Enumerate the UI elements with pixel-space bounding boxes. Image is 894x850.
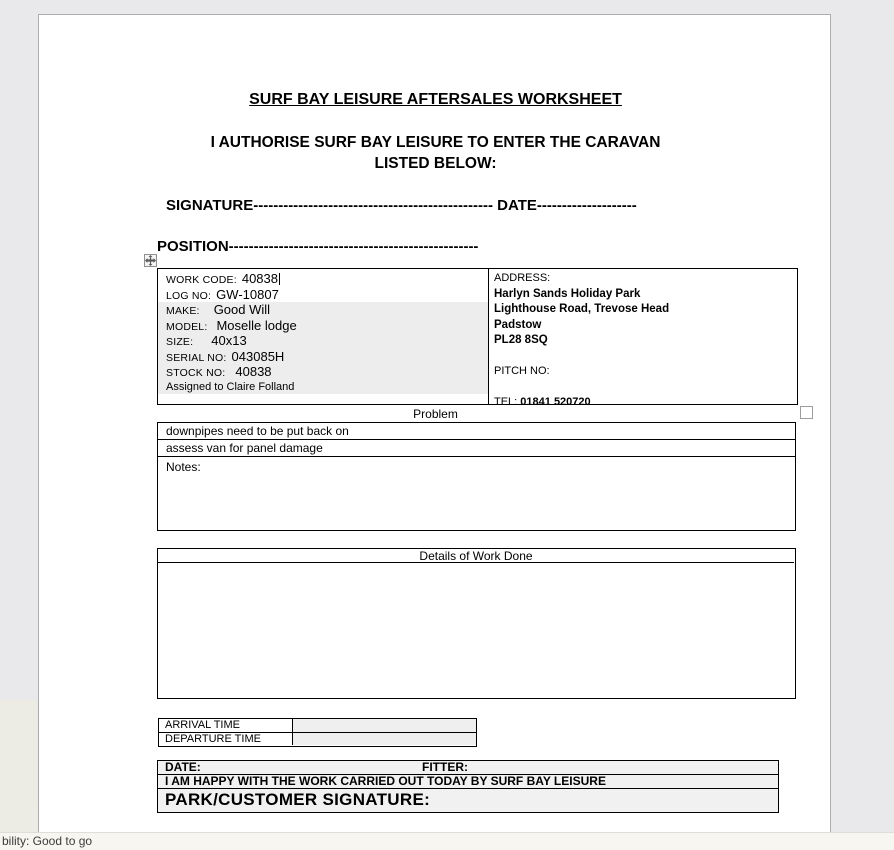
stock-no-value[interactable]: 40838 <box>235 364 272 379</box>
size-value[interactable]: 40x13 <box>211 333 247 348</box>
work-code-label: WORK CODE: <box>166 274 237 286</box>
address-line: Lighthouse Road, Trevose Head <box>494 303 670 315</box>
address-line: Harlyn Sands Holiday Park <box>494 287 641 300</box>
work-done-header: Details of Work Done <box>158 549 794 563</box>
arrival-time-value-cell[interactable] <box>293 719 476 732</box>
customer-signature-row[interactable]: PARK/CUSTOMER SIGNATURE: <box>165 790 431 809</box>
work-done-entry-area[interactable] <box>158 564 794 697</box>
departure-time-row <box>159 732 476 745</box>
model-label: MODEL: <box>166 320 208 333</box>
log-no-value[interactable]: GW-10807 <box>216 286 279 302</box>
accessibility-status[interactable]: bility: Good to go <box>2 834 93 848</box>
address-label: ADDRESS: <box>494 272 551 284</box>
problem-item-row[interactable]: assess van for panel damage <box>158 440 795 457</box>
problem-notes-cell[interactable]: Notes: <box>166 460 201 474</box>
address-spacer <box>489 349 797 365</box>
tel-value: 01841 520720 <box>520 396 591 408</box>
caravan-info-table <box>157 268 798 408</box>
serial-no-label: SERIAL NO: <box>166 351 227 364</box>
field-serial-no[interactable] <box>158 349 488 365</box>
work-done-table <box>157 548 796 699</box>
document-page[interactable] <box>38 14 831 834</box>
field-stock-no[interactable] <box>158 364 488 380</box>
field-log-no[interactable] <box>158 287 488 303</box>
model-value[interactable]: Moselle lodge <box>216 317 297 333</box>
date-label: DATE: <box>165 760 201 774</box>
departure-time-value-cell[interactable] <box>293 733 476 745</box>
date-fitter-row[interactable] <box>158 761 778 775</box>
happy-statement-row: I AM HAPPY WITH THE WORK CARRIED OUT TODAY BY SURF BAY LEISURE <box>158 775 778 789</box>
log-no-label: LOG NO: <box>166 289 212 302</box>
signoff-table <box>157 760 779 813</box>
field-work-code[interactable] <box>158 271 488 287</box>
arrival-time-label: ARRIVAL TIME <box>159 719 293 732</box>
four-way-arrow-icon <box>145 255 156 266</box>
worksheet-title-text: SURF BAY LEISURE AFTERSALES WORKSHEET <box>249 91 622 108</box>
work-code-value[interactable]: 40838 <box>241 271 278 286</box>
field-make[interactable] <box>158 302 488 318</box>
fitter-label: FITTER: <box>422 760 468 774</box>
field-size[interactable] <box>158 333 488 349</box>
text-caret <box>279 273 280 285</box>
authorisation-line-2: LISTED BELOW: <box>374 155 497 172</box>
status-bar <box>0 832 894 850</box>
assigned-note[interactable]: Assigned to Claire Folland <box>158 380 488 394</box>
field-model[interactable] <box>158 318 488 334</box>
signature-date-line: SIGNATURE------------------------------------------------ DATE-------------------- <box>166 197 637 214</box>
serial-no-value[interactable]: 043085H <box>231 348 285 364</box>
problem-table <box>157 422 796 531</box>
address-line: Padstow <box>494 318 542 331</box>
address-cell[interactable] <box>489 269 797 408</box>
departure-time-label: DEPARTURE TIME <box>159 733 293 745</box>
make-label: MAKE: <box>166 305 200 317</box>
times-table <box>158 718 477 747</box>
address-line: PL28 8SQ <box>494 334 548 346</box>
position-line: POSITION-------------------------------------------------- <box>157 238 479 255</box>
problem-caption: Problem <box>413 407 458 421</box>
authorisation-line-1: I AUTHORISE SURF BAY LEISURE TO ENTER THE CARAVAN <box>210 134 661 151</box>
make-value[interactable]: Good Will <box>213 302 271 317</box>
pitch-no-label[interactable]: PITCH NO: <box>494 365 550 377</box>
problem-item-row[interactable]: downpipes need to be put back on <box>158 423 795 440</box>
table-move-handle-icon[interactable] <box>144 254 157 267</box>
worksheet-title <box>39 91 832 109</box>
pitch-spacer <box>489 380 797 396</box>
arrival-time-row <box>159 719 476 732</box>
caravan-details-cell[interactable] <box>158 269 489 404</box>
size-label: SIZE: <box>166 336 194 348</box>
tel-label: TEL: <box>494 396 518 408</box>
stock-no-label: STOCK NO: <box>166 367 226 379</box>
